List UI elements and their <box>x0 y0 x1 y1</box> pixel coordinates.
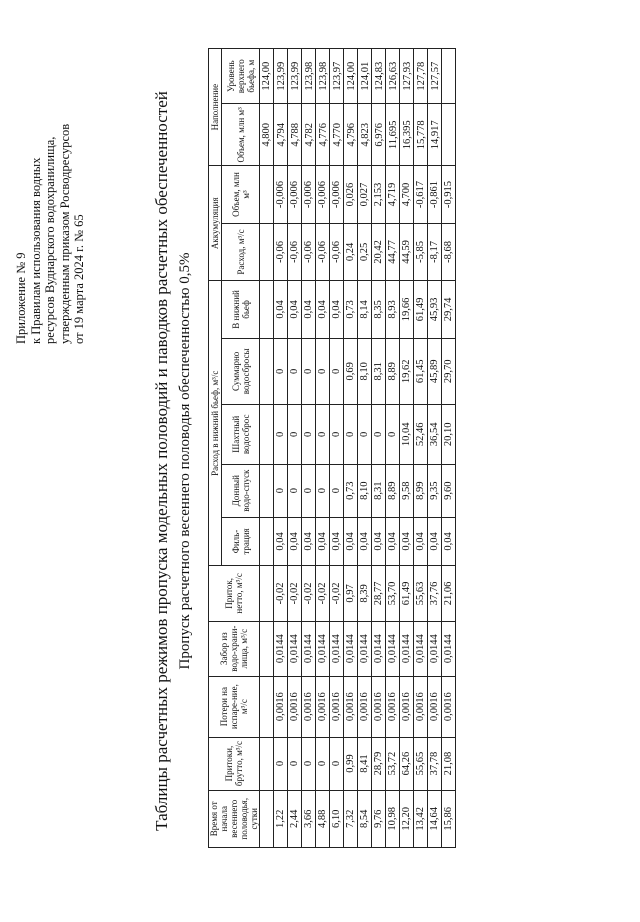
cell-q_net: 53,70 <box>386 566 400 621</box>
cell-bottom: 9,60 <box>442 464 456 517</box>
table-row <box>288 49 302 848</box>
cell-sum: 0 <box>288 338 302 404</box>
cell-acc_q: -0,06 <box>302 223 316 280</box>
cell-filt: 0,04 <box>428 517 442 566</box>
table-subtitle: Пропуск расчетного весеннего половодья обеспеченностью 0,5% <box>177 252 193 670</box>
cell-tail: 0,73 <box>344 281 358 339</box>
table-row <box>428 49 442 848</box>
cell-filt: 0,04 <box>400 517 414 566</box>
initial-headwater-level: 124,00 <box>260 49 274 104</box>
cell-sum: 29,70 <box>442 338 456 404</box>
cell-filt: 0,04 <box>274 517 288 566</box>
header-filling-group: Наполнение <box>209 49 222 166</box>
cell-q_net: 55,63 <box>414 566 428 621</box>
cell-bottom: 0,73 <box>344 464 358 517</box>
cell-q_net: 8,39 <box>358 566 372 621</box>
cell-fill_v: 4,823 <box>358 104 372 166</box>
table-row <box>358 49 372 848</box>
cell-q_net: -0,02 <box>316 566 330 621</box>
cell-evap: 0,0016 <box>316 676 330 737</box>
cell-fill_v: 4,776 <box>316 104 330 166</box>
cell-tail: 0,04 <box>274 281 288 339</box>
cell-shaft: 0 <box>386 404 400 464</box>
cell-level: 123,99 <box>274 49 288 104</box>
cell-evap: 0,0016 <box>274 676 288 737</box>
cell-tail: 8,93 <box>386 281 400 339</box>
cell-sum: 19,62 <box>400 338 414 404</box>
cell-level: 123,97 <box>330 49 344 104</box>
cell-q_gross: 0 <box>316 737 330 790</box>
cell-q_gross: 0 <box>330 737 344 790</box>
table-row <box>442 49 456 848</box>
header-bottom-outlet: Донный водо-спуск <box>222 464 260 517</box>
cell-bottom: 0 <box>316 464 330 517</box>
cell-filt: 0,04 <box>302 517 316 566</box>
cell-q_net: 0,97 <box>344 566 358 621</box>
cell-t: 15,86 <box>442 790 456 847</box>
cell-acc_v: -0,006 <box>274 166 288 223</box>
cell-level: 123,98 <box>316 49 330 104</box>
cell-tail: 19,66 <box>400 281 414 339</box>
cell-withdr: 0,0144 <box>428 621 442 676</box>
cell-fill_v: 15,778 <box>414 104 428 166</box>
cell-acc_v: -0,006 <box>316 166 330 223</box>
cell-withdr: 0,0144 <box>386 621 400 676</box>
initial-state-row <box>260 49 274 848</box>
cell-fill_v: 14,917 <box>428 104 442 166</box>
appendix-line: к Правилам использования водных <box>28 157 43 344</box>
cell-bottom: 0 <box>274 464 288 517</box>
cell-shaft: 52,46 <box>414 404 428 464</box>
cell-t: 12,20 <box>400 790 414 847</box>
cell-shaft: 20,10 <box>442 404 456 464</box>
cell-q_net: -0,02 <box>302 566 316 621</box>
appendix-header <box>14 14 87 344</box>
header-inflow-gross: Притоки, брутто, м³/с <box>209 737 260 790</box>
cell-acc_q: -0,06 <box>288 223 302 280</box>
cell-acc_v: -0,006 <box>330 166 344 223</box>
cell-bottom: 8,10 <box>358 464 372 517</box>
cell-shaft: 0 <box>302 404 316 464</box>
cell-bottom: 0 <box>330 464 344 517</box>
cell-tail: 0,04 <box>330 281 344 339</box>
cell-withdr: 0,0144 <box>330 621 344 676</box>
cell-withdr: 0,0144 <box>316 621 330 676</box>
appendix-line: Приложение № 9 <box>14 252 28 344</box>
cell-acc_v: 0,026 <box>344 166 358 223</box>
cell-fill_v: 4,770 <box>330 104 344 166</box>
cell-t: 10,98 <box>386 790 400 847</box>
cell-acc_q: 44,77 <box>386 223 400 280</box>
cell-level: 123,98 <box>302 49 316 104</box>
cell-tail: 61,49 <box>414 281 428 339</box>
cell-fill_v: 16,395 <box>400 104 414 166</box>
header-inflow-net: Приток, нетто, м³/с <box>209 566 260 621</box>
cell-q_net: -0,02 <box>288 566 302 621</box>
cell-shaft: 0 <box>344 404 358 464</box>
header-acc-flow: Расход, м³/с <box>222 223 260 280</box>
cell-evap: 0,0016 <box>442 676 456 737</box>
cell-acc_q: -5,85 <box>414 223 428 280</box>
cell-acc_v: -0,617 <box>414 166 428 223</box>
cell-level: 127,78 <box>414 49 428 104</box>
cell-t: 3,66 <box>302 790 316 847</box>
cell-t: 6,10 <box>330 790 344 847</box>
cell-shaft: 0 <box>372 404 386 464</box>
cell-acc_v: 2,153 <box>372 166 386 223</box>
cell-q_net: 37,76 <box>428 566 442 621</box>
cell-filt: 0,04 <box>372 517 386 566</box>
cell-filt: 0,04 <box>442 517 456 566</box>
cell-q_gross: 0,99 <box>344 737 358 790</box>
cell-t: 9,76 <box>372 790 386 847</box>
appendix-line: от 19 марта 2024 г. № 65 <box>72 214 86 344</box>
cell-tail: 8,35 <box>372 281 386 339</box>
cell-evap: 0,0016 <box>358 676 372 737</box>
cell-filt: 0,04 <box>316 517 330 566</box>
cell-acc_q: 0,25 <box>358 223 372 280</box>
cell-q_net: 21,06 <box>442 566 456 621</box>
cell-acc_v: -0,861 <box>428 166 442 223</box>
cell-sum: 45,89 <box>428 338 442 404</box>
initial-fill-volume: 4,800 <box>260 104 274 166</box>
cell-withdr: 0,0144 <box>372 621 386 676</box>
cell-t: 14,64 <box>428 790 442 847</box>
table-body <box>260 49 456 848</box>
cell-acc_v: -0,006 <box>288 166 302 223</box>
cell-acc_v: 4,700 <box>400 166 414 223</box>
cell-evap: 0,0016 <box>372 676 386 737</box>
cell-filt: 0,04 <box>414 517 428 566</box>
cell-sum: 0,69 <box>344 338 358 404</box>
cell-filt: 0,04 <box>330 517 344 566</box>
cell-acc_q: -0,06 <box>274 223 288 280</box>
cell-shaft: 0 <box>330 404 344 464</box>
cell-acc_q: 0,24 <box>344 223 358 280</box>
cell-sum: 0 <box>274 338 288 404</box>
cell-level: 123,99 <box>288 49 302 104</box>
cell-filt: 0,04 <box>358 517 372 566</box>
cell-q_gross: 64,26 <box>400 737 414 790</box>
cell-acc_v: -0,006 <box>302 166 316 223</box>
cell-t: 8,54 <box>358 790 372 847</box>
cell-evap: 0,0016 <box>428 676 442 737</box>
header-time: Время от начала весеннего половодья, сутки <box>209 790 260 847</box>
cell-q_net: -0,02 <box>274 566 288 621</box>
cell-tail: 8,14 <box>358 281 372 339</box>
cell-shaft: 36,54 <box>428 404 442 464</box>
header-downstream-group: Расход в нижний бьеф, м³/с <box>209 281 222 566</box>
header-accumulation-group: Аккумуляция <box>209 166 222 281</box>
cell-acc_q: -8,68 <box>442 223 456 280</box>
cell-t: 7,32 <box>344 790 358 847</box>
cell-sum: 8,31 <box>372 338 386 404</box>
cell-q_net: 28,77 <box>372 566 386 621</box>
cell-bottom: 8,99 <box>414 464 428 517</box>
table-row <box>386 49 400 848</box>
cell-bottom: 8,31 <box>372 464 386 517</box>
table-row <box>302 49 316 848</box>
cell-shaft: 0 <box>316 404 330 464</box>
cell-evap: 0,0016 <box>344 676 358 737</box>
cell-filt: 0,04 <box>288 517 302 566</box>
cell-sum: 8,10 <box>358 338 372 404</box>
cell-q_gross: 8,41 <box>358 737 372 790</box>
cell-acc_q: 20,42 <box>372 223 386 280</box>
cell-withdr: 0,0144 <box>302 621 316 676</box>
cell-tail: 45,93 <box>428 281 442 339</box>
cell-q_net: -0,02 <box>330 566 344 621</box>
cell-level: 127,57 <box>428 49 442 104</box>
cell-q_gross: 28,79 <box>372 737 386 790</box>
cell-acc_v: -0,915 <box>442 166 456 223</box>
cell-tail: 0,04 <box>316 281 330 339</box>
header-total-discharge: Суммарно водосбросы <box>222 338 260 404</box>
cell-sum: 0 <box>316 338 330 404</box>
cell-q_gross: 55,65 <box>414 737 428 790</box>
cell-acc_v: 4,719 <box>386 166 400 223</box>
cell-q_net: 61,49 <box>400 566 414 621</box>
cell-level: 124,83 <box>372 49 386 104</box>
table-row <box>316 49 330 848</box>
cell-bottom: 0 <box>302 464 316 517</box>
cell-level: 124,01 <box>358 49 372 104</box>
cell-q_gross: 21,08 <box>442 737 456 790</box>
cell-q_gross: 0 <box>302 737 316 790</box>
cell-withdr: 0,0144 <box>288 621 302 676</box>
cell-sum: 0 <box>330 338 344 404</box>
cell-acc_q: -0,06 <box>316 223 330 280</box>
cell-sum: 0 <box>302 338 316 404</box>
cell-tail: 0,04 <box>288 281 302 339</box>
cell-withdr: 0,0144 <box>400 621 414 676</box>
table-row <box>414 49 428 848</box>
cell-bottom: 0 <box>288 464 302 517</box>
cell-shaft: 0 <box>358 404 372 464</box>
cell-fill_v: 4,796 <box>344 104 358 166</box>
cell-sum: 8,89 <box>386 338 400 404</box>
cell-filt: 0,04 <box>344 517 358 566</box>
cell-withdr: 0,0144 <box>442 621 456 676</box>
cell-evap: 0,0016 <box>414 676 428 737</box>
cell-shaft: 10,04 <box>400 404 414 464</box>
table-row <box>330 49 344 848</box>
cell-fill_v: 11,695 <box>386 104 400 166</box>
cell-withdr: 0,0144 <box>358 621 372 676</box>
header-acc-volume: Объем, млн м³ <box>222 166 260 223</box>
appendix-line: ресурсов Вуднарского водохранилища, <box>43 136 57 344</box>
cell-q_gross: 0 <box>288 737 302 790</box>
table-row <box>274 49 288 848</box>
header-evaporation-loss: Потери на испаре-ние, м³/с <box>209 676 260 737</box>
cell-bottom: 9,58 <box>400 464 414 517</box>
appendix-line: утвержденным приказом Росводресурсов <box>57 123 72 344</box>
cell-bottom: 9,35 <box>428 464 442 517</box>
table-row <box>372 49 386 848</box>
flood-routing-table <box>208 48 456 848</box>
cell-acc_q: 44,59 <box>400 223 414 280</box>
cell-q_gross: 0 <box>274 737 288 790</box>
cell-withdr: 0,0144 <box>274 621 288 676</box>
cell-t: 2,44 <box>288 790 302 847</box>
cell-filt: 0,04 <box>386 517 400 566</box>
table-row <box>400 49 414 848</box>
header-filtration: Филь-трация <box>222 517 260 566</box>
cell-level: 127,93 <box>400 49 414 104</box>
cell-t: 1,22 <box>274 790 288 847</box>
header-fill-volume: Объем, млн м³ <box>222 104 260 166</box>
cell-level: 124,00 <box>344 49 358 104</box>
cell-acc_q: -0,06 <box>330 223 344 280</box>
cell-evap: 0,0016 <box>330 676 344 737</box>
cell-t: 4,88 <box>316 790 330 847</box>
cell-tail: 29,74 <box>442 281 456 339</box>
cell-fill_v: 6,976 <box>372 104 386 166</box>
cell-sum: 61,45 <box>414 338 428 404</box>
cell-t: 13,42 <box>414 790 428 847</box>
cell-tail: 0,04 <box>302 281 316 339</box>
cell-shaft: 0 <box>274 404 288 464</box>
cell-evap: 0,0016 <box>386 676 400 737</box>
cell-q_gross: 37,78 <box>428 737 442 790</box>
cell-bottom: 8,89 <box>386 464 400 517</box>
cell-acc_q: -8,17 <box>428 223 442 280</box>
cell-shaft: 0 <box>288 404 302 464</box>
document-title: Таблицы расчетных режимов пропуска модельных половодий и паводков расчетных обеспеченностей <box>152 91 171 831</box>
header-shaft-spillway: Шахтный водосброс <box>222 404 260 464</box>
header-headwater-level: Уровень верхнего бьефа, м <box>222 49 260 104</box>
cell-withdr: 0,0144 <box>344 621 358 676</box>
cell-level: 126,63 <box>386 49 400 104</box>
cell-evap: 0,0016 <box>302 676 316 737</box>
cell-fill_v: 4,794 <box>274 104 288 166</box>
cell-fill_v: 4,788 <box>288 104 302 166</box>
cell-fill_v <box>442 104 456 166</box>
table-row <box>344 49 358 848</box>
cell-q_gross: 53,72 <box>386 737 400 790</box>
header-to-tailwater: В нижний бьеф <box>222 281 260 339</box>
header-withdrawal: Забор из водо-храни-лища, м³/с <box>209 621 260 676</box>
cell-acc_v: 0,027 <box>358 166 372 223</box>
cell-withdr: 0,0144 <box>414 621 428 676</box>
cell-level <box>442 49 456 104</box>
cell-fill_v: 4,782 <box>302 104 316 166</box>
cell-evap: 0,0016 <box>400 676 414 737</box>
cell-evap: 0,0016 <box>288 676 302 737</box>
